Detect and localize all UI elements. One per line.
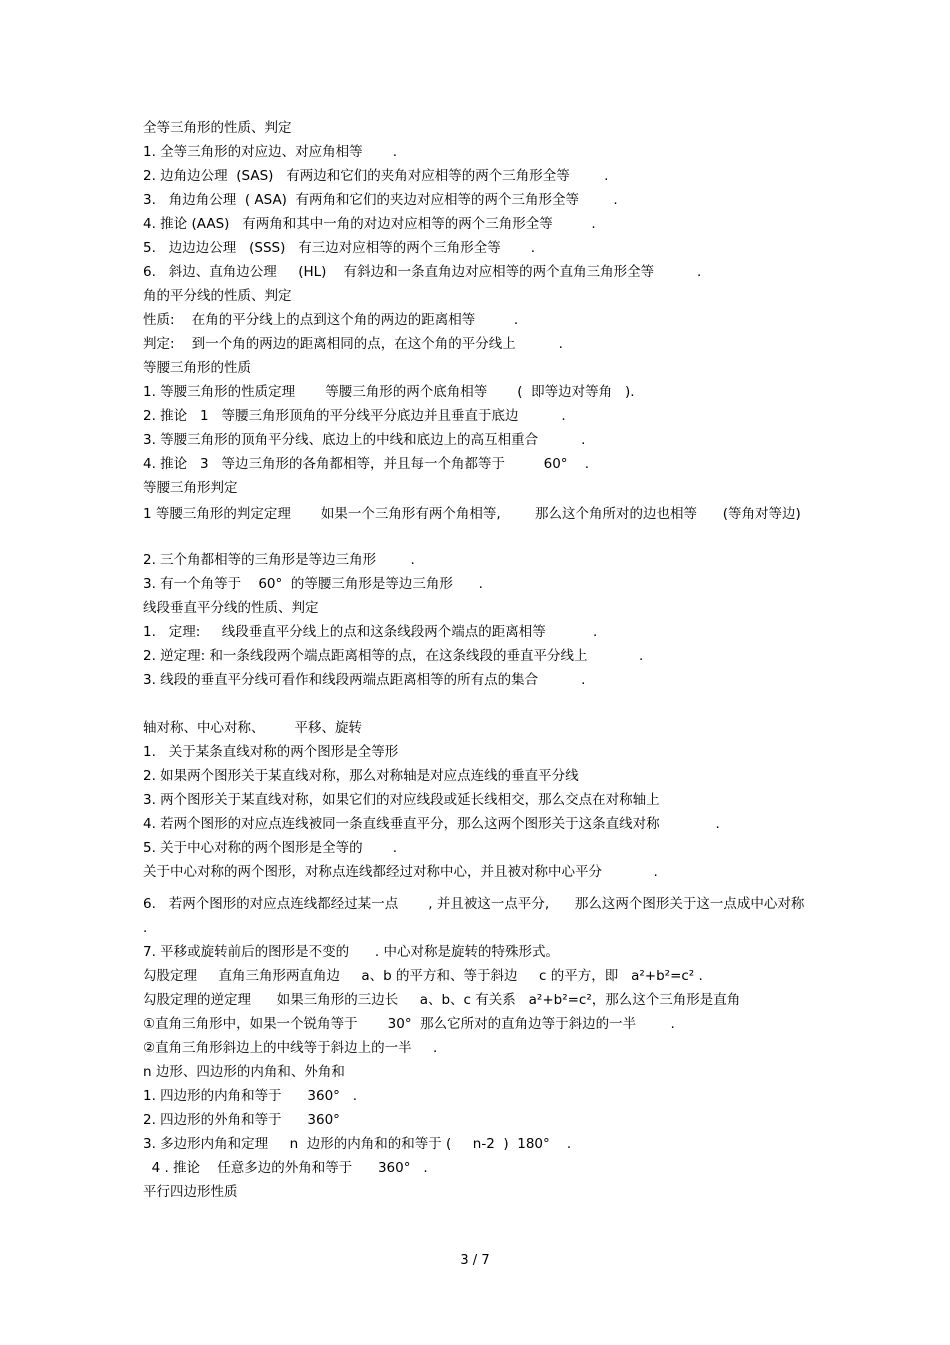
heading-symmetry-transformations: 轴对称、中心对称、 平移、旋转 xyxy=(143,720,363,736)
text-line: 2. 四边形的外角和等于 360° xyxy=(143,1112,340,1128)
text-line: 勾股定理 直角三角形两直角边 a、b 的平方和、等于斜边 c 的平方，即 a²+b²=c² . xyxy=(143,968,703,984)
text-line: 4. 推论 (AAS) 有两角和其中一角的对边对应相等的两个三角形全等 . xyxy=(143,216,596,232)
text-line: 3. 角边角公理 ( ASA) 有两角和它们的夹边对应相等的两个三角形全等 . xyxy=(143,192,618,208)
text-line: 关于中心对称的两个图形，对称点连线都经过对称中心，并且被对称中心平分 . xyxy=(143,864,658,880)
heading-perpendicular-bisector: 线段垂直平分线的性质、判定 xyxy=(143,600,319,616)
heading-isosceles-criteria: 等腰三角形判定 xyxy=(143,480,238,496)
text-line: 6. 斜边、直角边公理 (HL) 有斜边和一条直角边对应相等的两个直角三角形全等 . xyxy=(143,264,702,280)
text-line: 4. 若两个图形的对应点连线被同一条直线垂直平分，那么这两个图形关于这条直线对称 . xyxy=(143,816,720,832)
text-line: 1. 定理: 线段垂直平分线上的点和这条线段两个端点的距离相等 . xyxy=(143,624,598,640)
text-line: 性质: 在角的平分线上的点到这个角的两边的距离相等 . xyxy=(143,312,519,328)
text-line: 1. 全等三角形的对应边、对应角相等 . xyxy=(143,144,398,160)
text-line: 4. 推论 3 等边三角形的各角都相等，并且每一个角都等于 60° . xyxy=(143,456,590,472)
text-line: 2. 如果两个图形关于某直线对称，那么对称轴是对应点连线的垂直平分线 xyxy=(143,768,579,784)
text-line: 1. 等腰三角形的性质定理 等腰三角形的两个底角相等 ( 即等边对等角 ). xyxy=(143,384,635,400)
text-line: 3. 线段的垂直平分线可看作和线段两端点距离相等的所有点的集合 . xyxy=(143,672,586,688)
text-line: 2. 三个角都相等的三角形是等边三角形 . xyxy=(143,552,415,568)
heading-parallelogram: 平行四边形性质 xyxy=(143,1184,238,1200)
text-line: 3. 多边形内角和定理 n 边形的内角和的和等于 ( n-2 ) 180° . xyxy=(143,1136,572,1152)
text-line: 7. 平移或旋转前后的图形是不变的 . 中心对称是旋转的特殊形式。 xyxy=(143,944,560,960)
heading-isosceles-properties: 等腰三角形的性质 xyxy=(143,360,251,376)
text-line: 1. 关于某条直线对称的两个图形是全等形 xyxy=(143,744,399,760)
page-number: 3 / 7 xyxy=(460,1253,490,1268)
text-line: 3. 等腰三角形的顶角平分线、底边上的中线和底边上的高互相重合 . xyxy=(143,432,586,448)
text-line: 2. 逆定理: 和一条线段两个端点距离相等的点，在这条线段的垂直平分线上 . xyxy=(143,648,644,664)
text-paragraph: 1 等腰三角形的判定定理 如果一个三角形有两个角相等, 那么这个角所对的边也相等 (等角对等边) xyxy=(143,506,801,522)
text-line: 1. 四边形的内角和等于 360° . xyxy=(143,1088,358,1104)
text-paragraph: 6. 若两个图形的对应点连线都经过某一点 , 并且被这一点平分, 那么这两个图形关于这一点成中心对称 . xyxy=(143,896,818,936)
text-line: 2. 推论 1 等腰三角形顶角的平分线平分底边并且垂直于底边 . xyxy=(143,408,566,424)
heading-angle-bisector: 角的平分线的性质、判定 xyxy=(143,288,292,304)
text-line: ②直角三角形斜边上的中线等于斜边上的一半 . xyxy=(143,1040,438,1056)
text-line: 勾股定理的逆定理 如果三角形的三边长 a、b、c 有关系 a²+b²=c²，那么这个三角形是直角 xyxy=(143,992,741,1008)
text-line: 4 . 推论 任意多边的外角和等于 360° . xyxy=(143,1160,428,1176)
text-line: 5. 边边边公理 (SSS) 有三边对应相等的两个三角形全等 . xyxy=(143,240,536,256)
text-line: ①直角三角形中，如果一个锐角等于 30° 那么它所对的直角边等于斜边的一半 . xyxy=(143,1016,675,1032)
heading-congruent-triangles: 全等三角形的性质、判定 xyxy=(143,120,292,136)
text-line: 5. 关于中心对称的两个图形是全等的 . xyxy=(143,840,398,856)
text-line: 2. 边角边公理 (SAS) 有两边和它们的夹角对应相等的两个三角形全等 . xyxy=(143,168,609,184)
text-line: 3. 两个图形关于某直线对称，如果它们的对应线段或延长线相交，那么交点在对称轴上 xyxy=(143,792,660,808)
text-line: 判定: 到一个角的两边的距离相同的点，在这个角的平分线上 . xyxy=(143,336,563,352)
text-line: 3. 有一个角等于 60° 的等腰三角形是等边三角形 . xyxy=(143,576,483,592)
heading-polygon-angles: n 边形、四边形的内角和、外角和 xyxy=(143,1064,345,1080)
